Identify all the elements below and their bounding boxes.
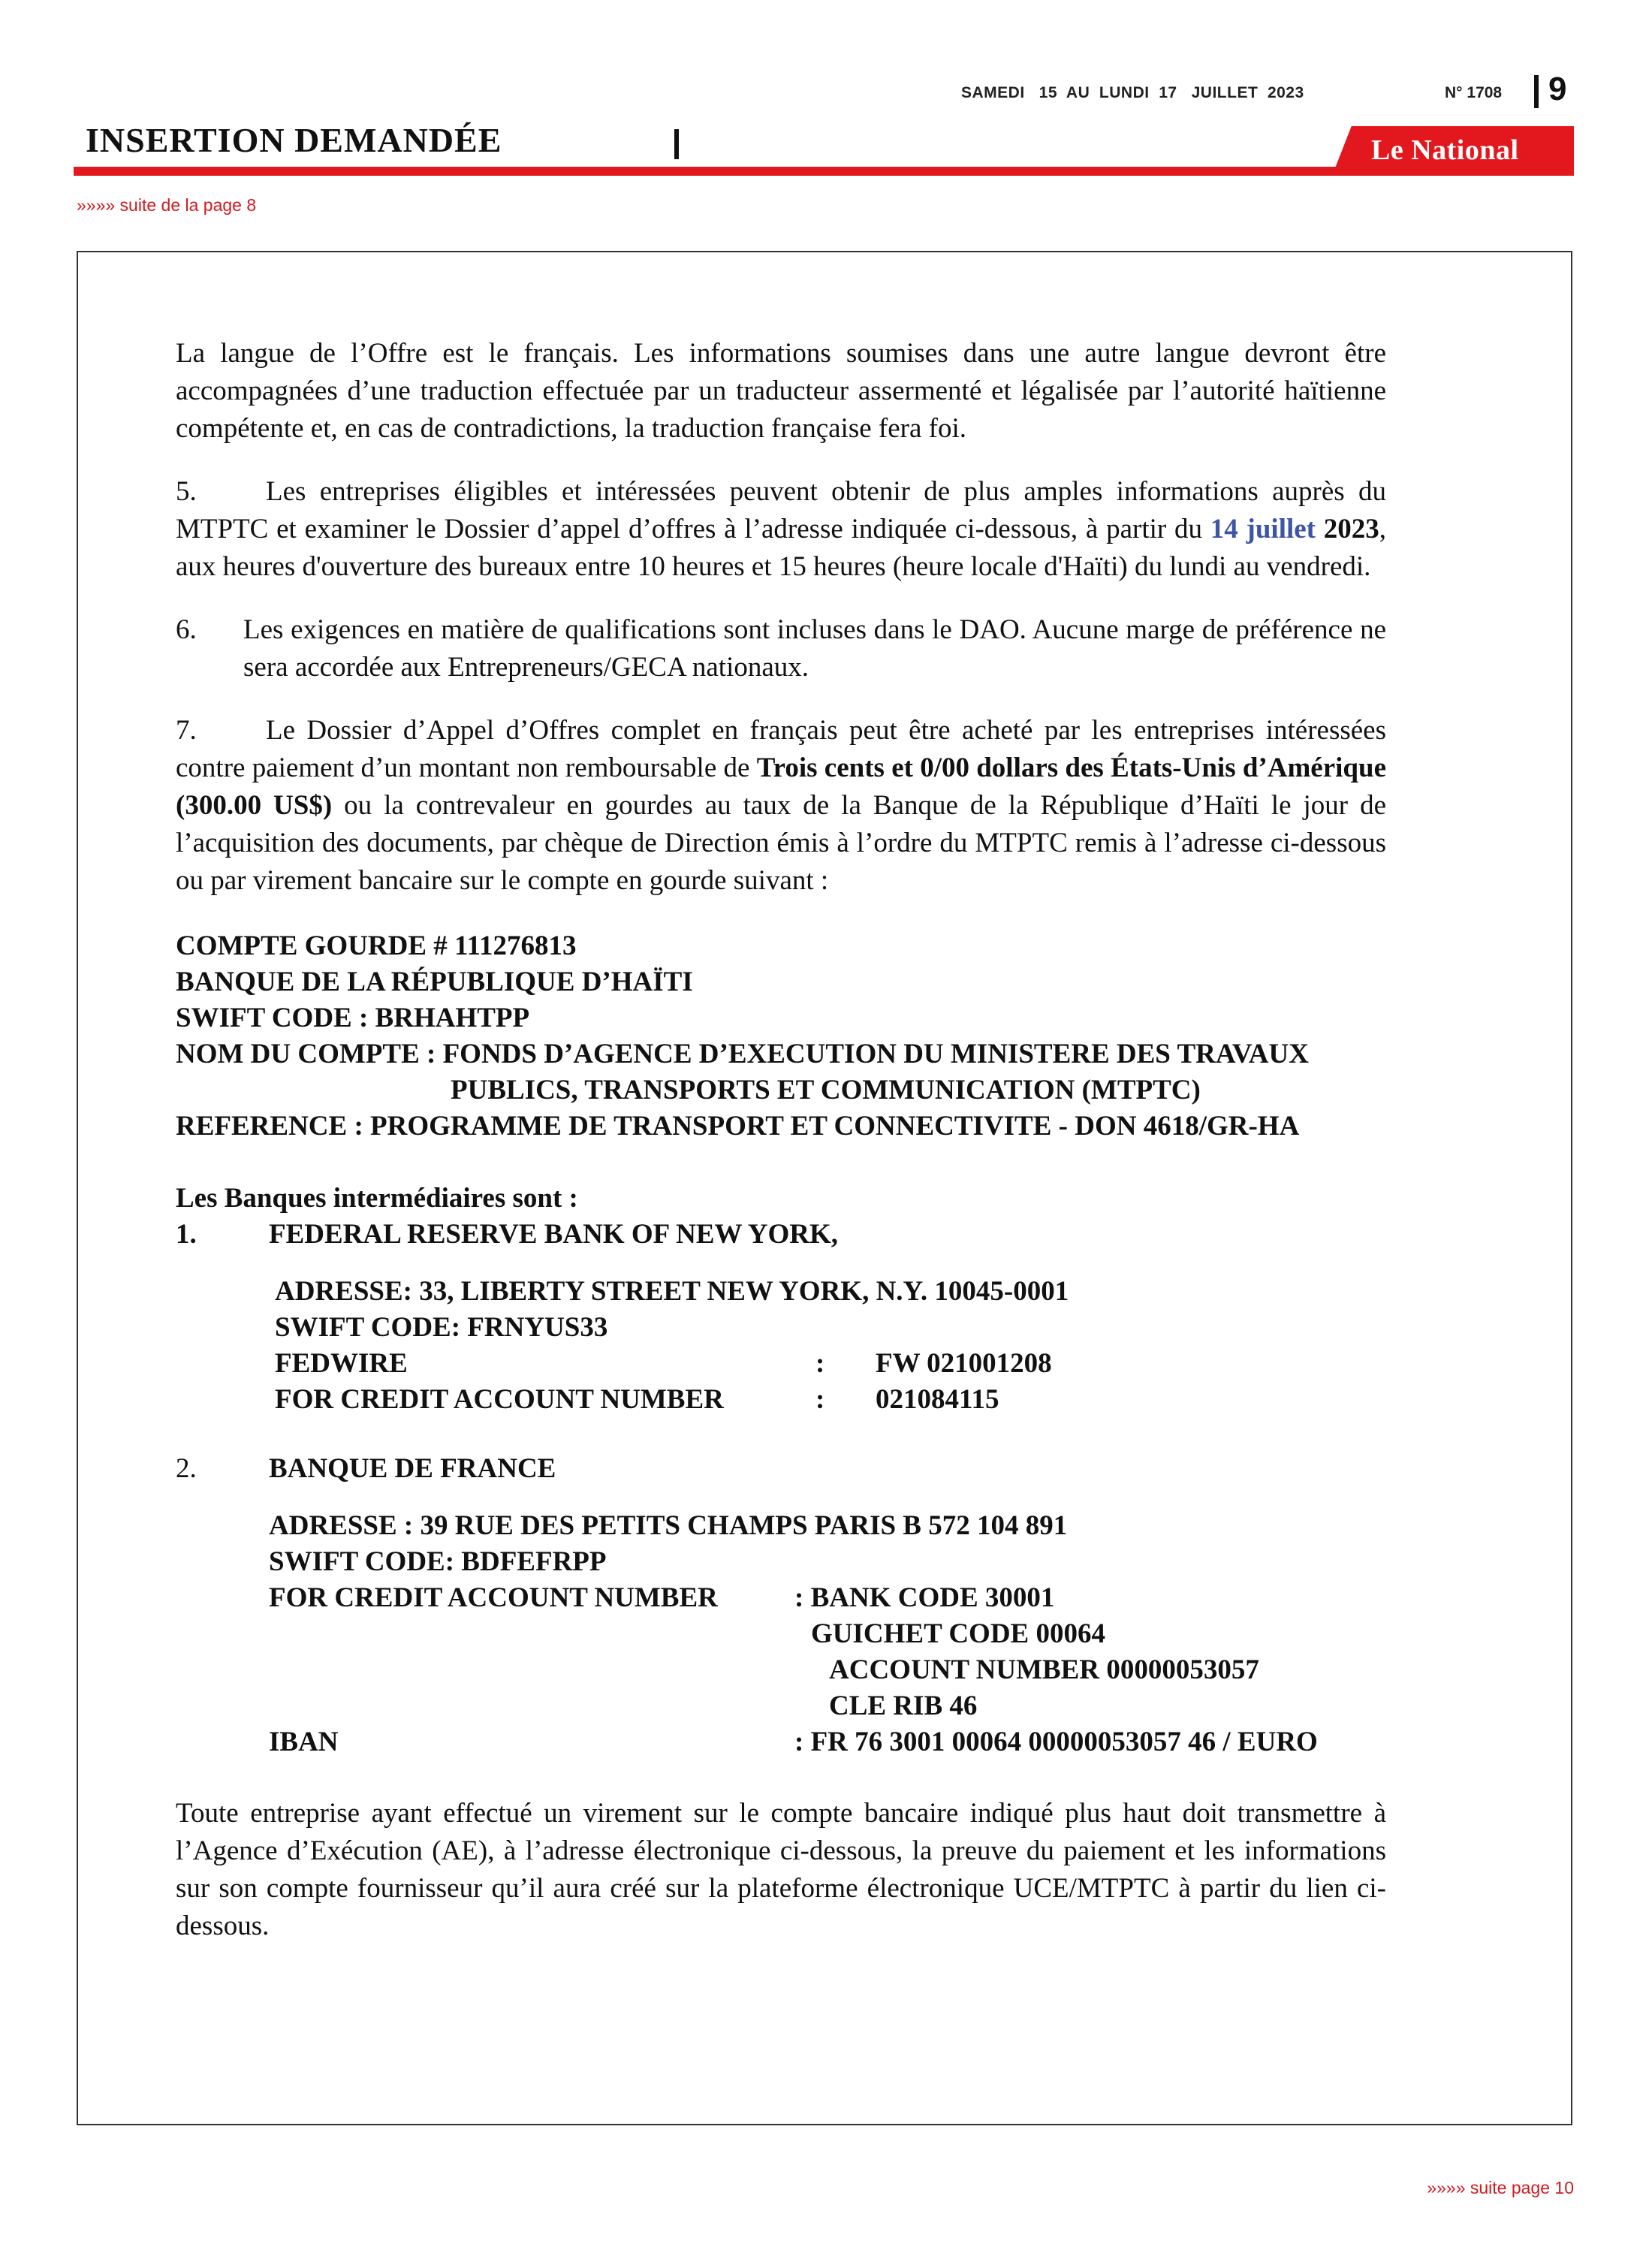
iban-row — [269, 1724, 1386, 1760]
fedwire-label: FEDWIRE — [275, 1348, 408, 1379]
bank-1-address: ADRESSE: 33, LIBERTY STREET NEW YORK, N.Y. 10045-0001 — [275, 1276, 1069, 1307]
paragraph-5-text-end: , aux heures d'ouverture des bureaux entre 10 heures et 15 heures (heure locale d'Haïti) du lundi au vendredi. — [176, 514, 1387, 582]
credit-account-label: FOR CREDIT ACCOUNT NUMBER — [275, 1384, 724, 1415]
newspaper-brand: Le National — [1371, 134, 1519, 166]
fee-amount: Trois cents et 0/00 dollars des États-Unis d’Amérique (300.00 US$) — [176, 753, 1386, 821]
gourde-account-block — [176, 928, 1386, 1145]
guichet-code: GUICHET CODE 00064 — [811, 1618, 1105, 1649]
paragraph-6 — [176, 611, 1386, 686]
bank-2-details — [176, 1508, 1386, 1760]
paragraph-7-text-end: ou la contrevaleur en gourdes au taux de la Banque de la République d’Haïti le jour de l’acquisition des documents, par chèque de Direction émis à l’ordre du MTPTC remis à l’adresse ci-dessous ou par virement bancaire sur le compte en gourde suivant : — [176, 790, 1386, 896]
bank-1-name: FEDERAL RESERVE BANK OF NEW YORK, — [269, 1219, 838, 1250]
availability-year: 2023 — [1316, 514, 1379, 544]
bank-1-heading — [176, 1217, 1386, 1253]
cle-rib: CLE RIB 46 — [829, 1691, 978, 1721]
fedwire-value: FW 021001208 — [876, 1348, 1052, 1379]
iban-value: : FR 76 3001 00064 00000053057 46 / EURO — [794, 1727, 1318, 1757]
paragraph-7-text: Le Dossier d’Appel d’Offres complet en français peut être acheté par les entreprises intéressées contre paiement d’un montant non remboursable de — [176, 715, 1386, 783]
bank-2-swift: SWIFT CODE: BDFEFRPP — [269, 1546, 607, 1577]
intermediary-banks-title: Les Banques intermédiaires sont : — [176, 1183, 578, 1214]
issue-number: N° 1708 — [1445, 84, 1503, 101]
bank-2-address: ADRESSE : 39 RUE DES PETITS CHAMPS PARIS B 572 104 891 — [269, 1510, 1068, 1541]
closing-paragraph: Toute entreprise ayant effectué un virement sur le compte bancaire indiqué plus haut doit transmettre à l’Agence d’Exécution (AE), à l’adresse électronique ci-dessous, la preuve du paiement et les informations sur son compte fournisseur qu’il aura créé sur la plateforme électronique UCE/MTPTC à partir du lien ci-dessous. — [176, 1798, 1386, 1941]
credit-account-value: 021084115 — [876, 1384, 999, 1415]
bank-2-credit-label: FOR CREDIT ACCOUNT NUMBER — [269, 1582, 718, 1613]
account-reference-line: REFERENCE : PROGRAMME DE TRANSPORT ET CONNECTIVITE - DON 4618/GR-HA — [176, 1111, 1300, 1142]
account-bank-line: BANQUE DE LA RÉPUBLIQUE D’HAÏTI — [176, 967, 693, 997]
bank-1-credit-row — [275, 1382, 1386, 1418]
notice-content — [176, 335, 1386, 1945]
bank-1-details — [176, 1274, 1386, 1418]
bank-2-credit-row — [269, 1580, 1386, 1616]
paragraph-5 — [176, 473, 1386, 586]
paragraph-7 — [176, 712, 1386, 900]
bank-1-fedwire-row — [275, 1346, 1386, 1382]
bank-1-number: 1. — [176, 1219, 197, 1250]
notice-frame — [77, 251, 1572, 2125]
paragraph-6-number: 6. — [176, 614, 197, 645]
page-number: 9 — [1548, 71, 1567, 107]
credit-account-colon: : — [815, 1384, 825, 1415]
paragraph-5-text: Les entreprises éligibles et intéressées peuvent obtenir de plus amples informations auprès du MTPTC et examiner le Dossier d’appel d’offres à l’adresse indiquée ci-dessous, à partir du — [176, 476, 1386, 544]
bank-2-account-number: ACCOUNT NUMBER 00000053057 — [829, 1654, 1259, 1685]
section-title-divider — [674, 129, 679, 159]
continued-from-link[interactable]: »»»» suite de la page 8 — [77, 195, 257, 215]
section-title: INSERTION DEMANDÉE — [86, 121, 502, 159]
dateline: SAMEDI 15 AU LUNDI 17 JUILLET 2023 — [961, 84, 1304, 101]
bank-code: : BANK CODE 30001 — [794, 1582, 1055, 1613]
bank-1-swift: SWIFT CODE: FRNYUS33 — [275, 1312, 608, 1343]
fedwire-colon: : — [815, 1348, 825, 1379]
intro-paragraph: La langue de l’Offre est le français. Les informations soumises dans une autre langue devront être accompagnées d’une traduction effectuée par un traducteur assermenté et légalisée par l’autorité haïtienne compétente et, en cas de contradictions, la traduction française fera foi. — [176, 338, 1386, 444]
account-number-line: COMPTE GOURDE # 111276813 — [176, 930, 577, 961]
bank-2-name: BANQUE DE FRANCE — [269, 1453, 556, 1484]
iban-label: IBAN — [269, 1727, 339, 1757]
continued-to-link[interactable]: »»»» suite page 10 — [1427, 2178, 1574, 2197]
paragraph-7-number: 7. — [176, 715, 197, 746]
paragraph-5-number: 5. — [176, 476, 197, 507]
account-name-line: NOM DU COMPTE : FONDS D’AGENCE D’EXECUTION DU MINISTERE DES TRAVAUX — [176, 1039, 1309, 1069]
bank-2-heading — [176, 1451, 1386, 1487]
account-swift-line: SWIFT CODE : BRHAHTPP — [176, 1003, 530, 1033]
paragraph-6-text: Les exigences en matière de qualifications sont incluses dans le DAO. Aucune marge de préférence ne sera accordée aux Entrepreneurs/GECA nationaux. — [243, 614, 1386, 683]
account-name-line-cont: PUBLICS, TRANSPORTS ET COMMUNICATION (MTPTC) — [451, 1075, 1201, 1105]
availability-date: 14 juillet — [1210, 514, 1316, 544]
bank-2-number: 2. — [176, 1453, 197, 1484]
page-number-divider — [1534, 75, 1539, 108]
